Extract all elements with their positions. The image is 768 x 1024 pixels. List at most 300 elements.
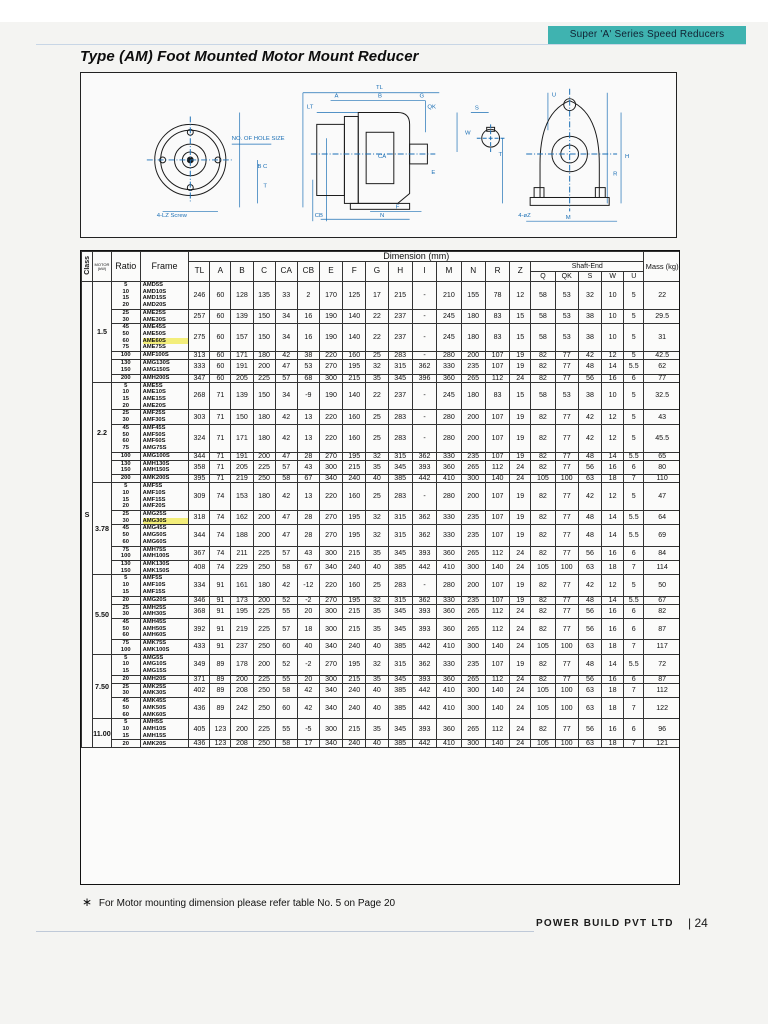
- dimension-cell: 63: [578, 740, 601, 748]
- dimension-cell: 82: [531, 424, 555, 452]
- dimension-cell: 19: [510, 452, 531, 460]
- dimension-cell: 77: [555, 410, 578, 424]
- dimension-cell: 13: [297, 410, 319, 424]
- table-row: [82, 511, 681, 525]
- dimension-cell: 315: [388, 654, 412, 675]
- dimension-cell: 38: [578, 324, 601, 352]
- motor-kw-cell: 7.50: [93, 654, 112, 719]
- frame-cell: [140, 309, 189, 323]
- dimension-cell: 410: [437, 683, 461, 697]
- mass-heading: Mass (kg): [644, 252, 680, 282]
- dimension-cell: 200: [461, 424, 485, 452]
- shaft-end-heading: Shaft-End: [531, 262, 644, 272]
- dimension-cell: 219: [231, 475, 253, 483]
- dimension-cell: 74: [210, 560, 231, 574]
- dimension-cell: 215: [343, 719, 366, 740]
- mass-cell: 122: [644, 698, 680, 719]
- cell-line: AMF5S: [142, 483, 163, 490]
- cell-line: 15: [122, 732, 129, 739]
- dimension-cell: 237: [388, 309, 412, 323]
- cell-line: 15: [122, 496, 129, 503]
- dimension-cell: 112: [485, 460, 509, 474]
- dimension-cell: 32: [366, 525, 388, 546]
- frame-cell: [140, 740, 189, 748]
- dimension-cell: 368: [189, 604, 210, 618]
- ratio-cell: [111, 460, 140, 474]
- dimension-cell: 105: [531, 560, 555, 574]
- frame-cell: [140, 604, 189, 618]
- dimension-cell: 16: [602, 619, 624, 640]
- dimension-cell: 140: [485, 475, 509, 483]
- cell-line: 60: [122, 438, 129, 445]
- dimension-cell: 405: [189, 719, 210, 740]
- frame-cell: [140, 360, 189, 374]
- dimension-cell: 24: [510, 460, 531, 474]
- dim-col-header: F: [343, 262, 366, 282]
- dimension-cell: 16: [602, 675, 624, 683]
- mass-cell: 29.5: [644, 309, 680, 323]
- motor-heading: MOTOR (kW): [93, 252, 112, 282]
- cell-line: 150: [120, 467, 131, 474]
- cell-line: 130: [120, 460, 131, 467]
- page-title: Type (AM) Foot Mounted Motor Mount Reducer: [80, 48, 419, 65]
- dimension-cell: 200: [253, 511, 275, 525]
- motor-kw-cell: 3.78: [93, 483, 112, 575]
- dimension-cell: 344: [189, 452, 210, 460]
- cell-line: AMG30S: [143, 518, 189, 525]
- dimension-cell: 42: [275, 352, 297, 360]
- dimension-cell: 60: [210, 282, 231, 310]
- cell-line: AMG5S: [142, 654, 164, 661]
- table-row: [82, 382, 681, 410]
- dimension-cell: -: [412, 282, 436, 310]
- dimension-cell: 371: [189, 675, 210, 683]
- dimension-cell: 32: [366, 360, 388, 374]
- dim-col-header: N: [461, 262, 485, 282]
- dimension-cell: 89: [210, 654, 231, 675]
- dimension-cell: 200: [253, 525, 275, 546]
- dimension-cell: 77: [555, 604, 578, 618]
- dimension-cell: 24: [510, 604, 531, 618]
- dimension-cell: 246: [189, 282, 210, 310]
- dimension-cell: 140: [485, 698, 509, 719]
- cell-line: 10: [122, 725, 129, 732]
- dimension-cell: 42: [297, 698, 319, 719]
- dimension-cell: 16: [297, 309, 319, 323]
- dimension-cell: 38: [578, 382, 601, 410]
- dimension-cell: 393: [412, 546, 436, 560]
- cell-line: AME45S: [142, 324, 166, 331]
- table-row: [82, 560, 681, 574]
- dimension-cell: 215: [343, 604, 366, 618]
- cell-line: AMK20S: [142, 740, 167, 747]
- dimension-cell: 385: [388, 560, 412, 574]
- dimension-cell: 215: [343, 619, 366, 640]
- dimension-cell: 19: [510, 352, 531, 360]
- dimension-cell: 7: [624, 475, 644, 483]
- dimension-cell: 32: [366, 654, 388, 675]
- cell-line: AMG130S: [142, 360, 170, 367]
- dimension-cell: 5: [624, 483, 644, 511]
- ratio-cell: [111, 352, 140, 360]
- dimension-cell: 135: [253, 282, 275, 310]
- frame-cell: [140, 282, 189, 310]
- cell-line: AMG45S: [142, 525, 167, 532]
- dimension-cell: 347: [189, 374, 210, 382]
- dimension-cell: 100: [555, 640, 578, 654]
- dimension-cell: 188: [231, 525, 253, 546]
- dimension-cell: 200: [253, 596, 275, 604]
- label-4z: 4-øZ: [518, 213, 531, 220]
- dimension-cell: 100: [555, 683, 578, 697]
- dimension-cell: 265: [461, 719, 485, 740]
- dimension-cell: 178: [231, 654, 253, 675]
- dimension-cell: 58: [275, 740, 297, 748]
- ratio-cell: [111, 698, 140, 719]
- label-s: S: [474, 105, 479, 112]
- cell-line: 60: [122, 632, 129, 639]
- dimension-cell: 270: [319, 654, 342, 675]
- label-ca: CA: [378, 153, 387, 160]
- dimension-cell: 25: [366, 575, 388, 596]
- dimension-cell: 367: [189, 546, 210, 560]
- cell-line: AME30S: [142, 316, 166, 323]
- dimension-cell: 442: [412, 683, 436, 697]
- dimension-cell: 63: [578, 475, 601, 483]
- footer-page: [688, 916, 708, 930]
- dimension-cell: 42: [275, 424, 297, 452]
- dimension-cell: 235: [461, 654, 485, 675]
- dimension-cell: 35: [366, 675, 388, 683]
- mass-cell: 47: [644, 483, 680, 511]
- dimension-cell: 32: [366, 596, 388, 604]
- frame-cell: [140, 525, 189, 546]
- cell-line: 30: [122, 690, 129, 697]
- mass-cell: 45.5: [644, 424, 680, 452]
- dimension-cell: 195: [343, 596, 366, 604]
- dimension-cell: 360: [437, 675, 461, 683]
- spec-table: [81, 251, 680, 748]
- dimension-cell: 340: [319, 698, 342, 719]
- dimension-cell: 71: [210, 410, 231, 424]
- dimension-cell: 77: [555, 424, 578, 452]
- dimension-cell: 220: [319, 410, 342, 424]
- dimension-cell: -: [412, 410, 436, 424]
- dimension-cell: 315: [388, 511, 412, 525]
- dimension-cell: 191: [231, 452, 253, 460]
- dimension-cell: 200: [461, 410, 485, 424]
- dimension-cell: 160: [343, 352, 366, 360]
- mass-cell: 22: [644, 282, 680, 310]
- dimension-cell: 57: [275, 374, 297, 382]
- dimension-cell: 89: [210, 675, 231, 683]
- cell-line: AMK130S: [142, 560, 170, 567]
- mass-cell: 117: [644, 640, 680, 654]
- cell-line: AMD5S: [142, 282, 163, 288]
- dimension-cell: 77: [555, 460, 578, 474]
- dimension-cell: 362: [412, 511, 436, 525]
- dimension-cell: 28: [297, 511, 319, 525]
- table-row: [82, 282, 681, 310]
- cell-line: 45: [122, 324, 129, 331]
- ratio-cell: [111, 604, 140, 618]
- dimension-cell: 283: [388, 575, 412, 596]
- cell-line: 150: [120, 567, 131, 574]
- table-row: [82, 475, 681, 483]
- cell-line: AMF10S: [142, 489, 166, 496]
- dim-col-header: C: [253, 262, 275, 282]
- dimension-cell: 77: [555, 575, 578, 596]
- dimension-cell: 265: [461, 604, 485, 618]
- cell-line: 100: [120, 352, 131, 359]
- dimension-cell: 19: [510, 360, 531, 374]
- dimension-cell: 250: [253, 475, 275, 483]
- dimension-cell: 219: [231, 619, 253, 640]
- dimension-cell: 17: [366, 282, 388, 310]
- dimension-cell: 180: [253, 410, 275, 424]
- dimension-cell: 89: [210, 698, 231, 719]
- dimension-cell: 71: [210, 382, 231, 410]
- dimension-cell: 200: [231, 719, 253, 740]
- dimension-cell: 436: [189, 740, 210, 748]
- dimension-cell: 442: [412, 475, 436, 483]
- dimension-cell: 318: [189, 511, 210, 525]
- dimension-cell: -: [412, 483, 436, 511]
- cell-line: 25: [122, 410, 129, 417]
- ratio-cell: [111, 424, 140, 452]
- dimension-cell: 43: [297, 460, 319, 474]
- dimension-cell: 58: [531, 324, 555, 352]
- dim-col-header: CB: [297, 262, 319, 282]
- frame-cell: [140, 654, 189, 675]
- dimension-cell: 340: [319, 740, 342, 748]
- mass-cell: 114: [644, 560, 680, 574]
- cell-line: 50: [122, 704, 129, 711]
- dimension-cell: 42: [275, 575, 297, 596]
- dimension-cell: 442: [412, 698, 436, 719]
- dimension-cell: 309: [189, 483, 210, 511]
- dimension-cell: 330: [437, 360, 461, 374]
- dimension-cell: 10: [602, 382, 624, 410]
- dimension-cell: 100: [555, 698, 578, 719]
- dimension-cell: 340: [319, 560, 342, 574]
- cell-line: AMF20S: [142, 503, 166, 510]
- dimension-cell: 300: [319, 604, 342, 618]
- cell-line: AMG10S: [142, 661, 167, 668]
- dimension-cell: 60: [210, 309, 231, 323]
- dimension-cell: 10: [602, 282, 624, 310]
- dimension-cell: 71: [210, 424, 231, 452]
- dimension-cell: 105: [531, 698, 555, 719]
- dimension-cell: 6: [624, 675, 644, 683]
- dimension-cell: 7: [624, 560, 644, 574]
- dimension-cell: 56: [578, 619, 601, 640]
- table-row: [82, 698, 681, 719]
- dimension-cell: 300: [319, 460, 342, 474]
- dimension-cell: 67: [297, 475, 319, 483]
- cell-line: 25: [122, 683, 129, 690]
- dimension-cell: 42: [578, 410, 601, 424]
- dimension-cell: 112: [485, 675, 509, 683]
- dimension-cell: 19: [510, 575, 531, 596]
- dimension-cell: 19: [510, 410, 531, 424]
- dimension-cell: 18: [602, 475, 624, 483]
- cell-line: AMD20S: [142, 302, 167, 309]
- dimension-cell: 283: [388, 352, 412, 360]
- ratio-cell: [111, 282, 140, 310]
- dimension-cell: 340: [319, 640, 342, 654]
- table-row: [82, 596, 681, 604]
- dimension-cell: 410: [437, 640, 461, 654]
- dimension-cell: 330: [437, 525, 461, 546]
- dimension-cell: 330: [437, 596, 461, 604]
- frame-cell: [140, 452, 189, 460]
- frame-cell: [140, 410, 189, 424]
- cell-line: AMF45S: [142, 424, 166, 431]
- dimension-cell: 300: [461, 475, 485, 483]
- cell-line: AMF100S: [142, 352, 169, 359]
- mass-cell: 112: [644, 683, 680, 697]
- dimension-cell: 5: [624, 324, 644, 352]
- dimension-cell: 24: [510, 619, 531, 640]
- dimension-cell: 100: [555, 560, 578, 574]
- label-e: E: [431, 169, 436, 176]
- shaft-col-header: QK: [555, 272, 578, 282]
- dimension-cell: 140: [485, 683, 509, 697]
- dimension-cell: 270: [319, 511, 342, 525]
- dimension-cell: 82: [531, 483, 555, 511]
- cell-line: 15: [122, 588, 129, 595]
- dimension-cell: 56: [578, 604, 601, 618]
- dimension-cell: 442: [412, 740, 436, 748]
- dimension-cell: 280: [437, 483, 461, 511]
- dimension-cell: 6: [624, 460, 644, 474]
- dimension-cell: 360: [437, 546, 461, 560]
- dimension-cell: -: [412, 382, 436, 410]
- dimension-cell: 385: [388, 475, 412, 483]
- dimension-cell: 25: [366, 424, 388, 452]
- dimension-cell: 20: [297, 604, 319, 618]
- frame-cell: [140, 324, 189, 352]
- dimension-cell: 220: [319, 352, 342, 360]
- dimension-cell: 74: [210, 483, 231, 511]
- frame-cell: [140, 675, 189, 683]
- dimension-cell: 150: [253, 309, 275, 323]
- dimension-cell: 18: [297, 619, 319, 640]
- cell-line: 50: [122, 625, 129, 632]
- dimension-cell: 77: [555, 352, 578, 360]
- dimension-cell: 235: [461, 525, 485, 546]
- dimension-cell: 24: [510, 740, 531, 748]
- dimension-cell: 55: [275, 604, 297, 618]
- frame-heading: Frame: [140, 252, 189, 282]
- dimension-cell: 40: [366, 740, 388, 748]
- dimension-cell: 396: [412, 374, 436, 382]
- dimension-cell: 82: [531, 596, 555, 604]
- dimension-cell: 19: [510, 654, 531, 675]
- series-tab: [548, 26, 746, 44]
- dimension-cell: 100: [555, 740, 578, 748]
- cell-line: AMH10S: [142, 725, 167, 732]
- dimension-cell: 215: [343, 374, 366, 382]
- dimension-cell: 140: [485, 740, 509, 748]
- dimension-cell: 200: [461, 483, 485, 511]
- dimension-cell: 82: [531, 546, 555, 560]
- dimension-cell: 360: [437, 604, 461, 618]
- dimension-cell: 82: [531, 360, 555, 374]
- frame-cell: [140, 424, 189, 452]
- dimension-cell: 107: [485, 410, 509, 424]
- dimension-cell: 402: [189, 683, 210, 697]
- dimension-cell: 340: [319, 683, 342, 697]
- dimension-cell: 107: [485, 654, 509, 675]
- dimension-cell: 5: [624, 410, 644, 424]
- cell-line: AMG150S: [142, 366, 170, 373]
- cell-line: AMF10S: [142, 582, 166, 589]
- dimension-cell: 35: [366, 604, 388, 618]
- dimension-cell: 410: [437, 560, 461, 574]
- cell-line: 45: [122, 525, 129, 532]
- cell-line: 100: [120, 452, 131, 459]
- dimension-cell: 345: [388, 675, 412, 683]
- ratio-cell: [111, 560, 140, 574]
- dimension-cell: 22: [366, 382, 388, 410]
- dimension-cell: 24: [510, 698, 531, 719]
- dimension-cell: 63: [578, 640, 601, 654]
- dimension-cell: 410: [437, 698, 461, 719]
- dimension-cell: 18: [602, 640, 624, 654]
- dim-col-header: Z: [510, 262, 531, 282]
- cell-line: AMK25S: [142, 683, 167, 690]
- dimension-cell: 78: [485, 282, 509, 310]
- dimension-cell: 235: [461, 511, 485, 525]
- cell-line: AMF15S: [142, 588, 166, 595]
- label-tl: TL: [376, 84, 383, 91]
- dimension-cell: 35: [366, 719, 388, 740]
- dimension-cell: 47: [275, 511, 297, 525]
- cell-line: 5: [124, 719, 128, 726]
- dimension-cell: 300: [319, 719, 342, 740]
- dim-col-header: B: [231, 262, 253, 282]
- dimension-cell: 215: [343, 675, 366, 683]
- label-f: F: [395, 204, 400, 211]
- dimension-cell: 225: [253, 719, 275, 740]
- dimension-cell: 245: [437, 382, 461, 410]
- dimension-cell: 42: [297, 683, 319, 697]
- dimension-cell: 195: [231, 604, 253, 618]
- ratio-cell: [111, 640, 140, 654]
- cell-line: AMG15S: [142, 667, 167, 674]
- top-margin: [0, 0, 768, 22]
- motor-kw-cell: 5.50: [93, 575, 112, 654]
- dimension-cell: 57: [275, 619, 297, 640]
- dimension-cell: 82: [531, 374, 555, 382]
- dimension-cell: 33: [275, 282, 297, 310]
- dimension-cell: 245: [437, 309, 461, 323]
- cell-line: 5: [124, 382, 128, 389]
- dimension-cell: 153: [231, 483, 253, 511]
- cell-line: 50: [122, 330, 129, 337]
- ratio-heading: Ratio: [111, 252, 140, 282]
- ratio-cell: [111, 475, 140, 483]
- dimension-cell: 82: [531, 511, 555, 525]
- dimension-cell: 250: [253, 560, 275, 574]
- dimension-cell: 77: [555, 596, 578, 604]
- table-row: [82, 719, 681, 740]
- dimension-cell: 240: [343, 640, 366, 654]
- cell-line: 130: [120, 560, 131, 567]
- cell-line: 50: [122, 532, 129, 539]
